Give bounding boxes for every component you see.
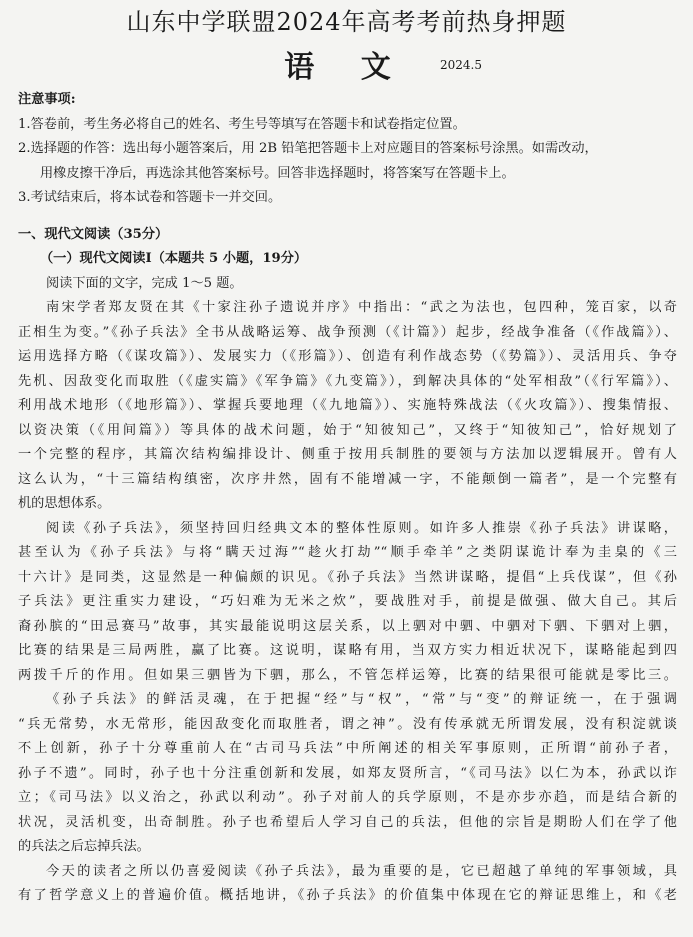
notice-line: 3.考试结束后，将本试卷和答题卡一并交回。 (18, 190, 282, 205)
passage-line: “兵无常势，水无常形，能因敌变化而取胜者，谓之神”。没有传承就无所谓发展，没有积淀就谈 (18, 716, 677, 732)
passage-line: 利用战术地形（《地形篇》）、掌握兵要地理（《九地篇》）、实施特殊战法（《火攻篇》）、搜集情报、 (18, 398, 677, 413)
passage-line: 孙子不遗”。同时，孙子也十分注重创新和发展，如郑友贤所言，“《司马法》以仁为本，孙武以诈 (18, 765, 677, 781)
section-gap (18, 211, 677, 223)
passage-line: 正相生为变。”《孙子兵法》全书从战略运筹、战争预测（《计篇》）起步，经战争准备（《作战篇》）、 (18, 324, 677, 340)
passage-line: 立；《司马法》以义治之，孙武以利动”。孙子对前人的兵学原则，不是亦步亦趋，而是结合新的 (18, 790, 677, 805)
exam-body (18, 88, 677, 909)
exam-date: 2024.5 (440, 58, 482, 72)
passage-line: 有了哲学意义上的普遍价值。概括地讲，《孙子兵法》的价值集中体现在它的辩证思维上，和《老 (18, 888, 677, 903)
passage-line: 《孙子兵法》的鲜活灵魂，在于把握“经”与“权”，“常”与“变”的辩证统一，在于强调 (46, 692, 677, 707)
passage-line: 不上创新，孙子十分尊重前人在“古司马兵法”中所阐述的相关军事原则，正所谓“前孙子者， (18, 741, 677, 756)
section-subheading: （一）现代文阅读Ⅰ（本题共 5 小题，19分） (40, 251, 308, 266)
passage-line: 裔孙膑的“田忌赛马”故事，其实最能说明这层关系，以上驷对中驷、中驷对下驷、下驷对上驷， (18, 618, 677, 634)
passage-line: 比赛的结果是三局两胜，赢了比赛。这说明，谋略有用，当双方实力相近状况下，谋略能起到四 (18, 643, 677, 658)
passage-line: 机的思想体系。 (18, 496, 111, 511)
passage-line: 状况，灵活机变，出奇制胜。孙子也希望后人学习自己的兵法，但他的宗旨是期盼人们在学了他 (18, 814, 677, 830)
passage-line: 这么认为，“十三篇结构缜密，次序井然，固有不能增减一字，不能颠倒一篇者”，是一个完整有 (18, 471, 677, 487)
passage-line: 一个完整的程序，其篇次结构编排设计、侧重于按用兵制胜的要领与方法加以逻辑展开。曾有人 (18, 447, 677, 462)
section-instruction: 阅读下面的文字，完成 1～5 题。 (46, 275, 243, 291)
passage-line: 的兵法之后忘掉兵法。 (18, 839, 150, 854)
section-heading: 一、现代文阅读（35分） (18, 226, 169, 242)
passage-line: 先机、因敌变化而取胜（《虚实篇》《军争篇》《九变篇》），到解决具体的“处军相敌”（《行军篇》）、 (18, 373, 677, 389)
subject-title: 语 文 (284, 50, 409, 85)
passage-line: 十六计》是同类，这显然是一种偏颇的识见。《孙子兵法》当然讲谋略，提倡“上兵伐谋”，但《孙 (18, 569, 677, 585)
passage-line: 两拨千斤的作用。但如果三驷皆为下驷，那么，不管怎样运筹，比赛的结果很可能就是零比三。 (18, 667, 677, 683)
exam-title: 山东中学联盟2024年高考考前热身押题 (126, 8, 567, 36)
passage-line: 南宋学者郑友贤在其《十家注孙子遗说并序》中指出：“武之为法也，包四种，笼百家，以奇 (46, 300, 677, 315)
passage-line: 以资决策（《用间篇》）等具体的战术问题，始于“知彼知己”，又终于“知彼知己”，恰好规划了 (18, 422, 677, 438)
passage-line: 运用选择方略（《谋攻篇》）、发展实力（《形篇》）、创造有利作战态势（《势篇》）、灵活用兵、争夺 (18, 349, 677, 364)
passage-line: 甚至认为《孙子兵法》与将“瞒天过海”“趁火打劫”“顺手牵羊”之类阴谋诡计奉为圭臬的《三 (18, 545, 677, 560)
notice-line: 2.选择题的作答：选出每小题答案后，用 2B 铅笔把答题卡上对应题目的答案标号涂黑。如需改动， (18, 141, 598, 156)
notice-line: 用橡皮擦干净后，再选涂其他答案标号。回答非选择题时，将答案写在答题卡上。 (40, 165, 515, 181)
passage-line: 子兵法》更注重实力建设，“巧妇难为无米之炊”，要战胜对手，前提是做强、做大自己。其后 (18, 594, 677, 609)
passage-line: 今天的读者之所以仍喜爱阅读《孙子兵法》，最为重要的是，它已超越了单纯的军事领域，具 (46, 863, 677, 879)
passage-line: 阅读《孙子兵法》，须坚持回归经典文本的整体性原则。如许多人推崇《孙子兵法》讲谋略， (46, 520, 677, 536)
notice-heading: 注意事项: (18, 92, 76, 107)
notice-line: 1.答卷前，考生务必将自己的姓名、考生号等填写在答题卡和试卷指定位置。 (18, 116, 466, 132)
